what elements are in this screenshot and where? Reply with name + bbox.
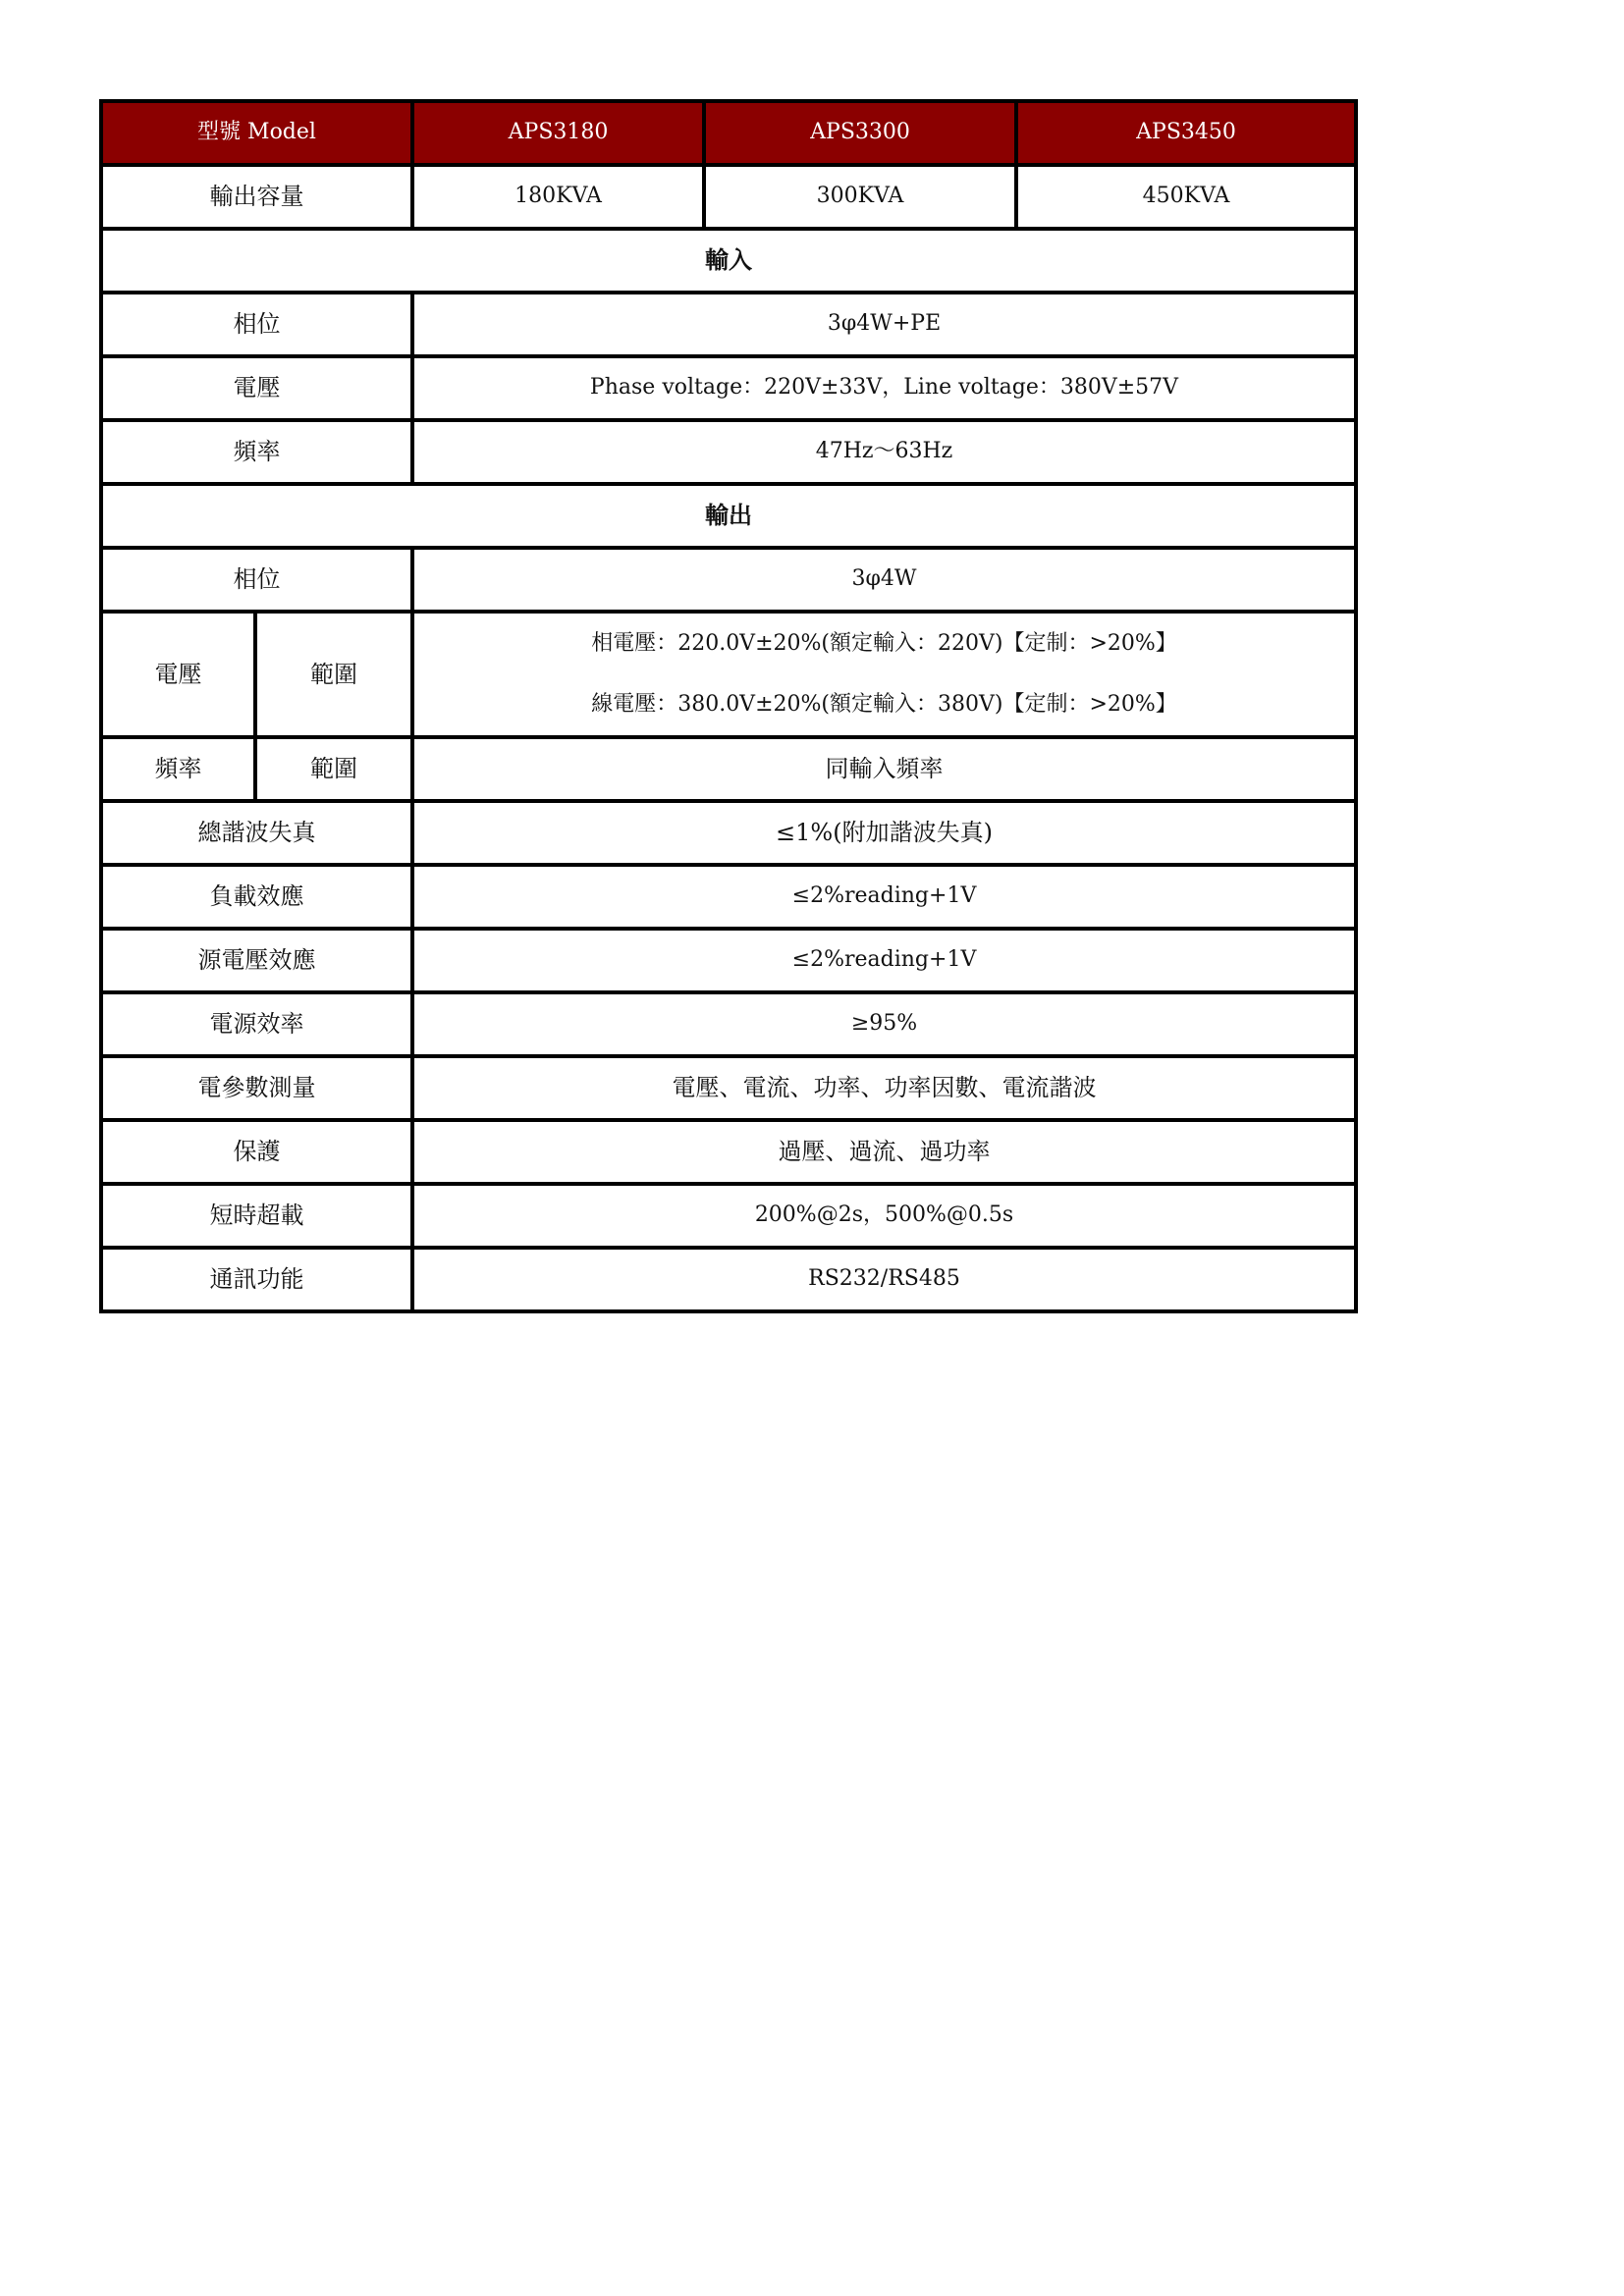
output-phase-label: 相位 — [101, 548, 412, 612]
spec-row-load-regulation — [101, 865, 1356, 929]
output-frequency-value: 同輸入頻率 — [412, 737, 1356, 801]
thd-label: 總諧波失真 — [101, 801, 412, 865]
input-section-row — [101, 229, 1356, 293]
measurement-label: 電參數測量 — [101, 1056, 412, 1120]
spec-row-thd — [101, 801, 1356, 865]
input-frequency-label: 頻率 — [101, 420, 412, 484]
load-regulation-label: 負載效應 — [101, 865, 412, 929]
spec-table — [99, 99, 1358, 1313]
output-frequency-row — [101, 737, 1356, 801]
model-aps3450-cell: APS3450 — [1016, 101, 1356, 165]
protection-value: 過壓、過流、過功率 — [412, 1120, 1356, 1184]
capacity-label: 輸出容量 — [101, 165, 412, 229]
efficiency-value: ≥95% — [412, 992, 1356, 1056]
spec-row-efficiency — [101, 992, 1356, 1056]
line-regulation-value: ≤2%reading+1V — [412, 929, 1356, 992]
spec-row-protection — [101, 1120, 1356, 1184]
output-section-title: 輸出 — [101, 484, 1356, 548]
table-header-row — [101, 101, 1356, 165]
input-frequency-value: 47Hz～63Hz — [412, 420, 1356, 484]
model-label-cell: 型號 Model — [101, 101, 412, 165]
efficiency-label: 電源效率 — [101, 992, 412, 1056]
model-aps3300-cell: APS3300 — [704, 101, 1016, 165]
overload-value: 200%@2s，500%@0.5s — [412, 1184, 1356, 1248]
output-frequency-label: 頻率 — [101, 737, 255, 801]
spec-row-measurement — [101, 1056, 1356, 1120]
input-section-title: 輸入 — [101, 229, 1356, 293]
output-section-row — [101, 484, 1356, 548]
spec-row-communication — [101, 1248, 1356, 1311]
output-phase-value: 3φ4W — [412, 548, 1356, 612]
line-regulation-label: 源電壓效應 — [101, 929, 412, 992]
thd-value: ≤1%(附加諧波失真) — [412, 801, 1356, 865]
protection-label: 保護 — [101, 1120, 412, 1184]
measurement-value: 電壓、電流、功率、功率因數、電流諧波 — [412, 1056, 1356, 1120]
model-aps3180-cell: APS3180 — [412, 101, 704, 165]
input-voltage-label: 電壓 — [101, 356, 412, 420]
capacity-value-aps3180: 180KVA — [412, 165, 704, 229]
capacity-value-aps3300: 300KVA — [704, 165, 1016, 229]
load-regulation-value: ≤2%reading+1V — [412, 865, 1356, 929]
input-voltage-row — [101, 356, 1356, 420]
output-voltage-value — [412, 612, 1356, 737]
output-voltage-range-label: 範圍 — [255, 612, 412, 737]
phase-voltage-line: 相電壓：220.0V±20%(額定輸入：220V)【定制：>20%】 — [591, 631, 1177, 656]
spec-row-line-regulation — [101, 929, 1356, 992]
input-phase-row — [101, 293, 1356, 356]
capacity-row — [101, 165, 1356, 229]
capacity-value-aps3450: 450KVA — [1016, 165, 1356, 229]
output-voltage-label: 電壓 — [101, 612, 255, 737]
input-phase-label: 相位 — [101, 293, 412, 356]
spec-row-overload — [101, 1184, 1356, 1248]
communication-label: 通訊功能 — [101, 1248, 412, 1311]
communication-value: RS232/RS485 — [412, 1248, 1356, 1311]
output-phase-row — [101, 548, 1356, 612]
input-frequency-row — [101, 420, 1356, 484]
output-frequency-range-label: 範圍 — [255, 737, 412, 801]
output-voltage-row — [101, 612, 1356, 737]
line-voltage-line: 線電壓：380.0V±20%(額定輸入：380V)【定制：>20%】 — [591, 692, 1177, 717]
overload-label: 短時超載 — [101, 1184, 412, 1248]
input-voltage-value: Phase voltage：220V±33V，Line voltage：380V±57V — [412, 356, 1356, 420]
input-phase-value: 3φ4W+PE — [412, 293, 1356, 356]
